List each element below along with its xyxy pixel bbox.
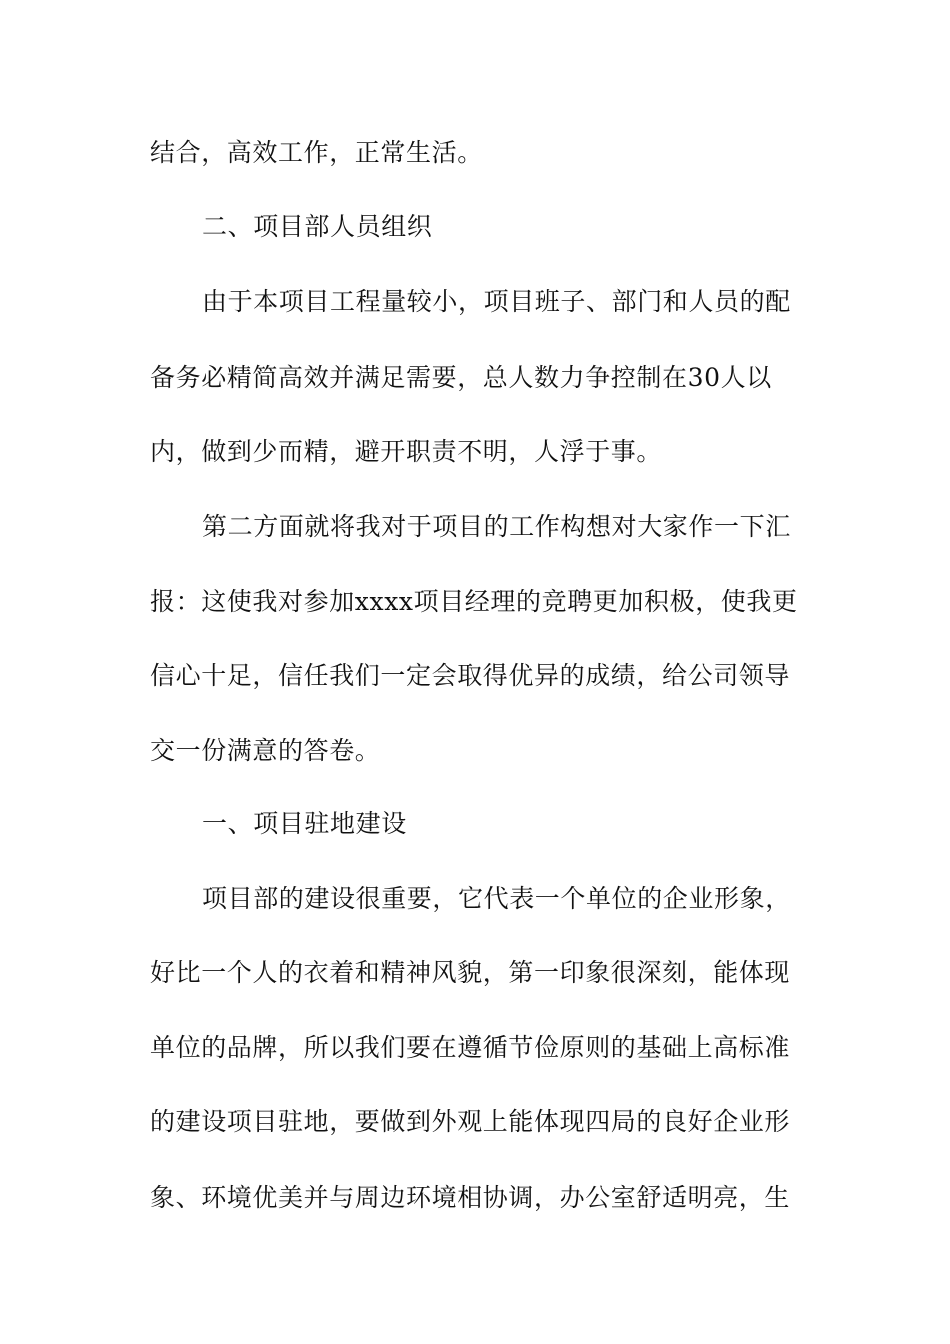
paragraph-line: 象、环境优美并与周边环境相协调，办公室舒适明亮，生: [150, 1183, 791, 1212]
paragraph-line: 的建设项目驻地，要做到外观上能体现四局的良好企业形: [150, 1107, 791, 1136]
paragraph-line: 好比一个人的衣着和精神风貌，第一印象很深刻，能体现: [150, 958, 791, 987]
text-line: 结合，高效工作，正常生活。: [150, 138, 483, 167]
paragraph-line: 项目部的建设很重要，它代表一个单位的企业形象，: [202, 884, 791, 913]
paragraph-line: 报：这使我对参加xxxx项目经理的竞聘更加积极，使我更: [150, 587, 798, 616]
section-heading: 一、项目驻地建设: [202, 809, 407, 838]
paragraph-line: 备务必精简高效并满足需要，总人数力争控制在30人以: [150, 363, 772, 392]
paragraph-line: 单位的品牌，所以我们要在遵循节俭原则的基础上高标准: [150, 1033, 791, 1062]
paragraph-line: 交一份满意的答卷。: [150, 736, 381, 765]
paragraph-line: 内，做到少而精，避开职责不明，人浮于事。: [150, 437, 663, 466]
paragraph-line: 信心十足，信任我们一定会取得优异的成绩，给公司领导: [150, 661, 791, 690]
paragraph-line: 第二方面就将我对于项目的工作构想对大家作一下汇: [202, 512, 791, 541]
paragraph-line: 由于本项目工程量较小，项目班子、部门和人员的配: [202, 287, 791, 316]
section-heading: 二、项目部人员组织: [202, 212, 433, 241]
